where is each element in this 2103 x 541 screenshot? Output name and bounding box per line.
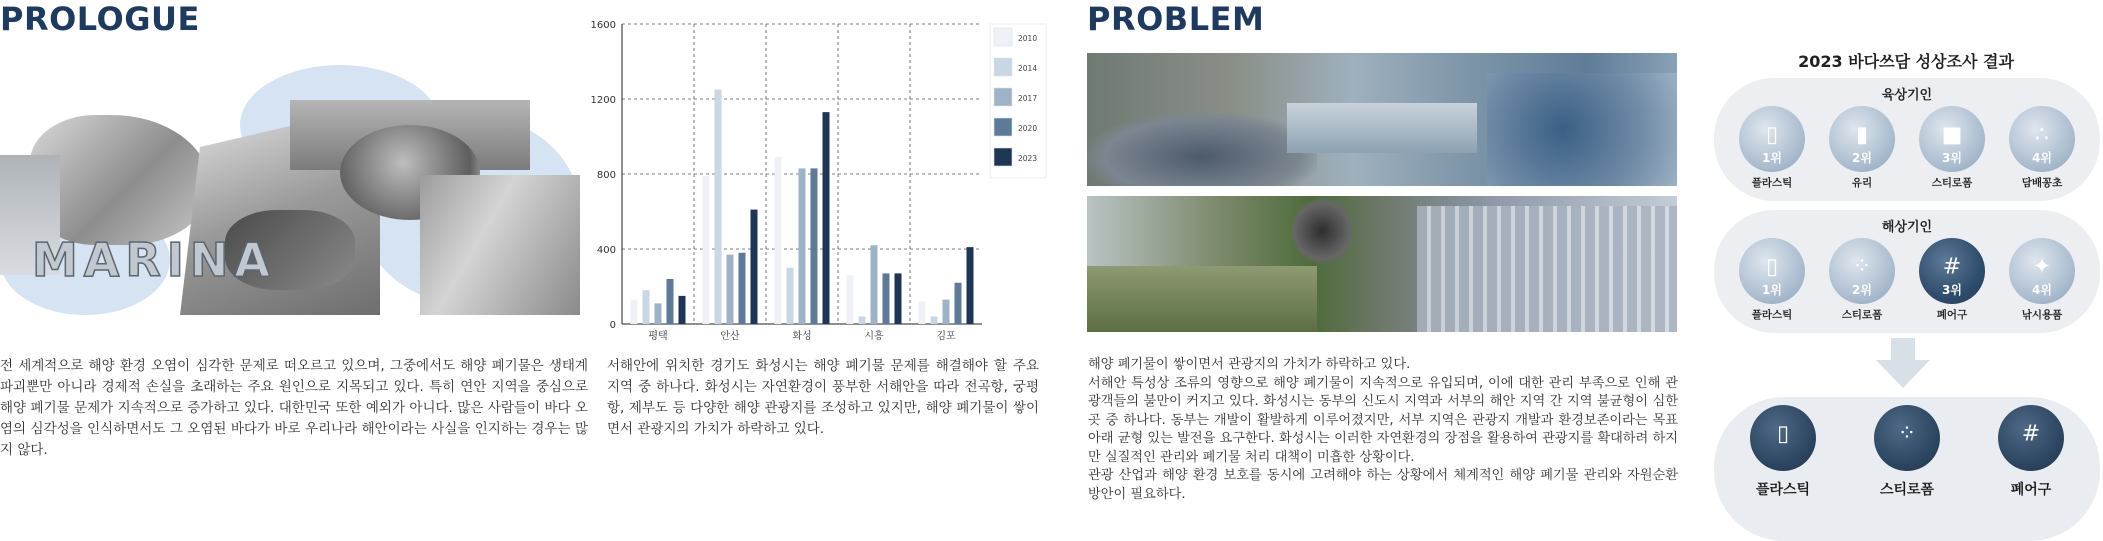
item-name: 담배꽁초 [2021,177,2063,189]
land-item [1822,106,1902,190]
bar-2023 [679,296,686,324]
glass-bottle-icon: ▮ 2위 [1829,106,1895,172]
bar-2014 [931,317,938,325]
rank-label: 4위 [2032,151,2052,165]
x-tick-label: 시흥 [864,331,884,342]
land-origin-group [1714,78,2100,201]
item-name: 스티로폼 [1931,177,1973,189]
bar-2020 [883,273,890,324]
rank-label: 3위 [1942,283,1962,297]
bar-2010 [775,157,782,324]
plastic-bottle-icon: ▯ 1위 [1739,238,1805,304]
wetland [1087,266,1317,332]
bar-2023 [967,247,974,324]
styrofoam-icon: ⁘ 2위 [1829,238,1895,304]
sea-item [1732,238,1812,322]
result-name: 폐어구 [2010,482,2052,498]
fishing-net-icon: # [1998,405,2064,471]
legend-swatch [994,148,1012,166]
x-tick-label: 안산 [720,331,740,342]
bar-2014 [643,290,650,324]
prologue-collage [0,55,580,320]
bar-2010 [847,275,854,324]
legend-label: 2023 [1018,154,1038,163]
legend-label: 2014 [1018,64,1038,73]
styrofoam-icon: ⁘ [1874,405,1940,471]
festival-crowd [1487,73,1677,186]
fishing-tackle-icon: ✦ 4위 [2009,238,2075,304]
bar-2017 [799,168,806,324]
legend-label: 2020 [1018,124,1038,133]
sea-item [1822,238,1902,322]
arrow-down-icon [1876,338,1930,388]
rank-label: 3위 [1942,151,1962,165]
problem-paragraph: 관광 산업과 해양 환경 보호를 동시에 고려해야 하는 상황에서 체계적인 해양 폐기물 관리와 자원순환 방안이 필요하다. [1088,468,1678,502]
bar-2020 [739,253,746,324]
apartment-city [1417,206,1677,332]
result-item [1852,405,1962,499]
legend-label: 2010 [1018,34,1038,43]
rank-label: 2위 [1852,151,1872,165]
result-group [1714,397,2100,541]
bar-2010 [631,300,638,324]
land-item [2002,106,2082,190]
chart-section-body: 서해안에 위치한 경기도 화성시는 해양 폐기물 문제를 해결해야 할 주요 지역 중 하나다. 화성시는 자연환경이 풍부한 서해안을 따라 전곡항, 궁평항, 제부도 등 다양한 해양 관광지를 조성하고 있지만, 해양 폐기물이 쌓이면서 관광지의 가치가 하락하고 있다. [607,358,1039,437]
plastic-bottle-icon: ▯ 1위 [1739,106,1805,172]
y-tick-label: 800 [596,170,616,181]
problem-paragraph: 해양 폐기물이 쌓이면서 관광지의 가치가 하락하고 있다. [1088,357,1411,372]
bar-2010 [919,302,926,325]
bar-2020 [955,283,962,324]
x-tick-label: 김포 [936,331,956,342]
legend-swatch [994,118,1012,136]
item-name: 유리 [1851,177,1873,189]
rank-label: 4위 [2032,283,2052,297]
problem-paragraph: 서해안 특성상 조류의 영향으로 해양 폐기물이 지속적으로 유입되며, 이에 대한 관리 부족으로 인해 관광객들의 불만이 커지고 있다. 화성시는 동부의 신도시 지역과 서부의 해안 지역 간 지역 불균형이 심한 곳 중 하나다. 동부는 개발이 활발하게 이루어졌지만, 서부 지역은 관광지 개발과 환경보존이라는 목표 아래 균형 있는 발전을 요구한다. 화성시는 이러한 자연환경의 장점을 활용하여 관광지를 확대하려 하지만 실질적인 관리와 폐기물 처리 대책이 미흡한 상황이다. [1088,375,1678,465]
survey-title: 2023 바다쓰담 성상조사 결과 [1798,52,2014,71]
collage-marina-text: MARINA [32,233,277,287]
y-tick-label: 400 [596,245,616,256]
x-tick-label: 화성 [792,331,812,342]
bar-2010 [703,176,710,324]
result-item [1728,405,1838,499]
fishing-net-icon: # 3위 [1919,238,1985,304]
problem-body [1088,356,1678,504]
result-item [1976,405,2086,499]
result-name: 스티로폼 [1879,482,1935,498]
prologue-body: 전 세계적으로 해양 환경 오염이 심각한 문제로 떠오르고 있으며, 그중에서도 해양 폐기물은 생태계 파괴뿐만 아니라 경제적 손실을 초래하는 주요 원인으로 지목되고 있다. 특히 연안 지역을 중심으로 해양 폐기물 문제가 지속적으로 증가하고 있다. 대한민국 또한 예외가 아니다. 많은 사람들이 바다 오염의 심각성을 인식하면서도 그 오염된 바다가 바로 우리나라 해안이라는 사실을 인지하는 경우는 많지 않다. [0,358,588,458]
waste-pile [1087,113,1317,186]
y-tick-label: 1600 [590,20,616,31]
smoke-plume [1292,196,1352,266]
bar-2017 [655,303,662,324]
sea-item [1912,238,1992,322]
sea-origin-title: 해상기인 [1881,220,1933,235]
bar-2014 [715,90,722,324]
x-tick-label: 평택 [648,331,668,342]
item-name: 폐어구 [1936,309,1968,321]
bar-2020 [667,279,674,324]
cigarette-butt-icon: ∴ 4위 [2009,106,2075,172]
legend-swatch [994,88,1012,106]
legend-label: 2017 [1018,94,1038,103]
legend-swatch [994,28,1012,46]
bar-2023 [895,273,902,324]
marina-boats [1287,103,1477,153]
problem-title: PROBLEM [1087,0,1265,38]
collage-photo-beach [420,175,580,315]
item-name: 스티로폼 [1841,309,1883,321]
y-tick-label: 1200 [590,95,616,106]
bar-2020 [811,168,818,324]
land-origin-title: 육상기인 [1881,88,1933,103]
item-name: 플라스틱 [1751,309,1793,321]
plastic-icon: ▯ [1750,405,1816,471]
bar-2017 [871,245,878,324]
rank-label: 1위 [1762,283,1782,297]
land-item [1732,106,1812,190]
land-item [1912,106,1992,190]
prologue-title: PROLOGUE [0,0,200,38]
result-name: 플라스틱 [1755,482,1811,498]
bar-2014 [787,268,794,324]
waste-chart [590,14,1052,344]
styrofoam-icon: ■ 3위 [1919,106,1985,172]
legend-swatch [994,58,1012,76]
item-name: 낚시용품 [2021,309,2063,321]
bar-2023 [751,210,758,324]
photo-harbor-waste [1087,53,1677,186]
y-tick-label: 0 [609,320,616,331]
sea-origin-group [1714,210,2100,333]
bar-2014 [859,317,866,325]
rank-label: 1위 [1762,151,1782,165]
sea-item [2002,238,2082,322]
photo-east-west-contrast [1087,196,1677,332]
bar-2017 [727,255,734,324]
bar-2017 [943,300,950,324]
item-name: 플라스틱 [1751,177,1793,189]
bar-2023 [823,112,830,324]
rank-label: 2위 [1852,283,1872,297]
